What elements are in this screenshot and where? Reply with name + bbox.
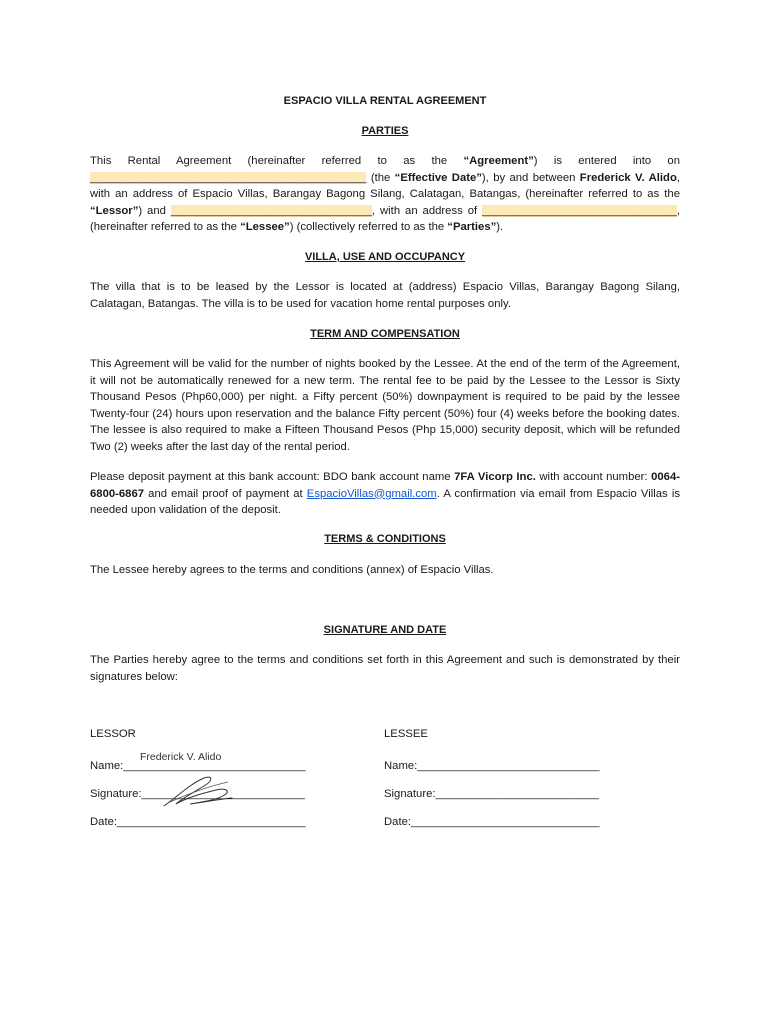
parties-paragraph	[90, 153, 680, 236]
signature-heading: SIGNATURE AND DATE	[323, 624, 447, 636]
parties-text: This Rental Agreement (hereinafter referred to as the	[90, 155, 464, 167]
parties-text: ).	[496, 221, 504, 233]
parties-text: , (hereinafter referred to as the	[90, 204, 680, 233]
lessee-address-field[interactable]: _______________________________	[482, 204, 677, 217]
lessee-date-line[interactable]: Date:______________________________	[384, 816, 600, 828]
lessor-name: Frederick V. Alido	[579, 171, 677, 184]
lessee-signature-line[interactable]: Signature:__________________________	[384, 788, 599, 800]
parties-text: ) (collectively referred to as the	[289, 221, 448, 233]
document-title: ESPACIO VILLA RENTAL AGREEMENT	[283, 95, 487, 107]
parties-term: “Parties”	[447, 221, 497, 233]
payment-text: with account number:	[535, 471, 652, 483]
payment-text: Please deposit payment at this bank account: BDO bank account name	[90, 471, 455, 483]
villa-heading: VILLA, USE AND OCCUPANCY	[304, 251, 466, 263]
parties-text: ) is entered into on	[533, 155, 680, 167]
lessor-name-line[interactable]: Name:_____________________________	[90, 760, 306, 772]
effective-date-field[interactable]: ____________________________________________	[90, 171, 367, 184]
effective-date-term: “Effective Date”	[394, 171, 482, 184]
term-heading: TERM AND COMPENSATION	[310, 328, 460, 340]
payment-text: . A confirmation via email from Espacio Villas is needed upon validation of the deposit.	[90, 487, 680, 516]
payment-paragraph	[90, 469, 680, 519]
lessee-label: LESSEE	[384, 728, 428, 740]
bank-account-name: 7FA Vicorp Inc.	[454, 471, 536, 483]
lessor-term: “Lessor”	[90, 204, 139, 217]
terms-heading: TERMS & CONDITIONS	[324, 533, 446, 545]
agreement-term: “Agreement”	[463, 155, 534, 167]
payment-text: and email proof of payment at	[144, 487, 307, 500]
term-paragraph: This Agreement will be valid for the number of nights booked by the Lessee. At the end of the term of the Agreement, it will not be automatically renewed for a new term. The rental fee to be paid by the Lessee to the Lessor is Sixty Thousand Pesos (Php60,000) per night. a Fifty percent (50%) downpayment is required to be paid by the lessee Twenty-four (24) hours upon reservation and the balance Fifty percent (50%) four (4) weeks before the booking dates. The lessee is also required to make a Fifteen Thousand Pesos (Php 15,000) security deposit, which will be refunded Two (2) weeks after the last day of the rental period.	[90, 358, 680, 453]
lessor-label: LESSOR	[90, 728, 136, 740]
signature-paragraph: The Parties hereby agree to the terms and conditions set forth in this Agreement and such is demonstrated by their signatures below:	[90, 654, 680, 683]
email-link[interactable]: EspacioVillas@gmail.com	[306, 487, 437, 500]
lessee-name-field[interactable]: ________________________________	[170, 204, 372, 217]
parties-heading: PARTIES	[361, 125, 409, 137]
lessee-term: “Lessee”	[240, 221, 290, 233]
lessee-name-line[interactable]: Name:_____________________________	[384, 760, 600, 772]
account-number: 0064-6800-6867	[90, 471, 680, 500]
parties-text: (the	[366, 171, 395, 184]
villa-paragraph: The villa that is to be leased by the Lessor is located at (address) Espacio Villas, Barangay Bagong Silang, Calatagan, Batangas. The villa is to be used for vacation home rental purposes only.	[90, 281, 680, 310]
lessor-name-entry: Frederick V. Alido	[140, 751, 222, 763]
lessor-date-line[interactable]: Date:______________________________	[90, 816, 306, 828]
terms-paragraph: The Lessee hereby agrees to the terms and conditions (annex) of Espacio Villas.	[90, 564, 494, 576]
parties-text: ), by and between	[481, 171, 580, 184]
parties-text: , with an address of	[371, 204, 483, 217]
lessor-signature-line[interactable]: Signature:__________________________	[90, 788, 305, 800]
parties-text: ) and	[138, 204, 171, 217]
parties-text: , with an address of Espacio Villas, Barangay Bagong Silang, Calatagan, Batangas, (hereinafter referred to as the	[90, 171, 680, 200]
